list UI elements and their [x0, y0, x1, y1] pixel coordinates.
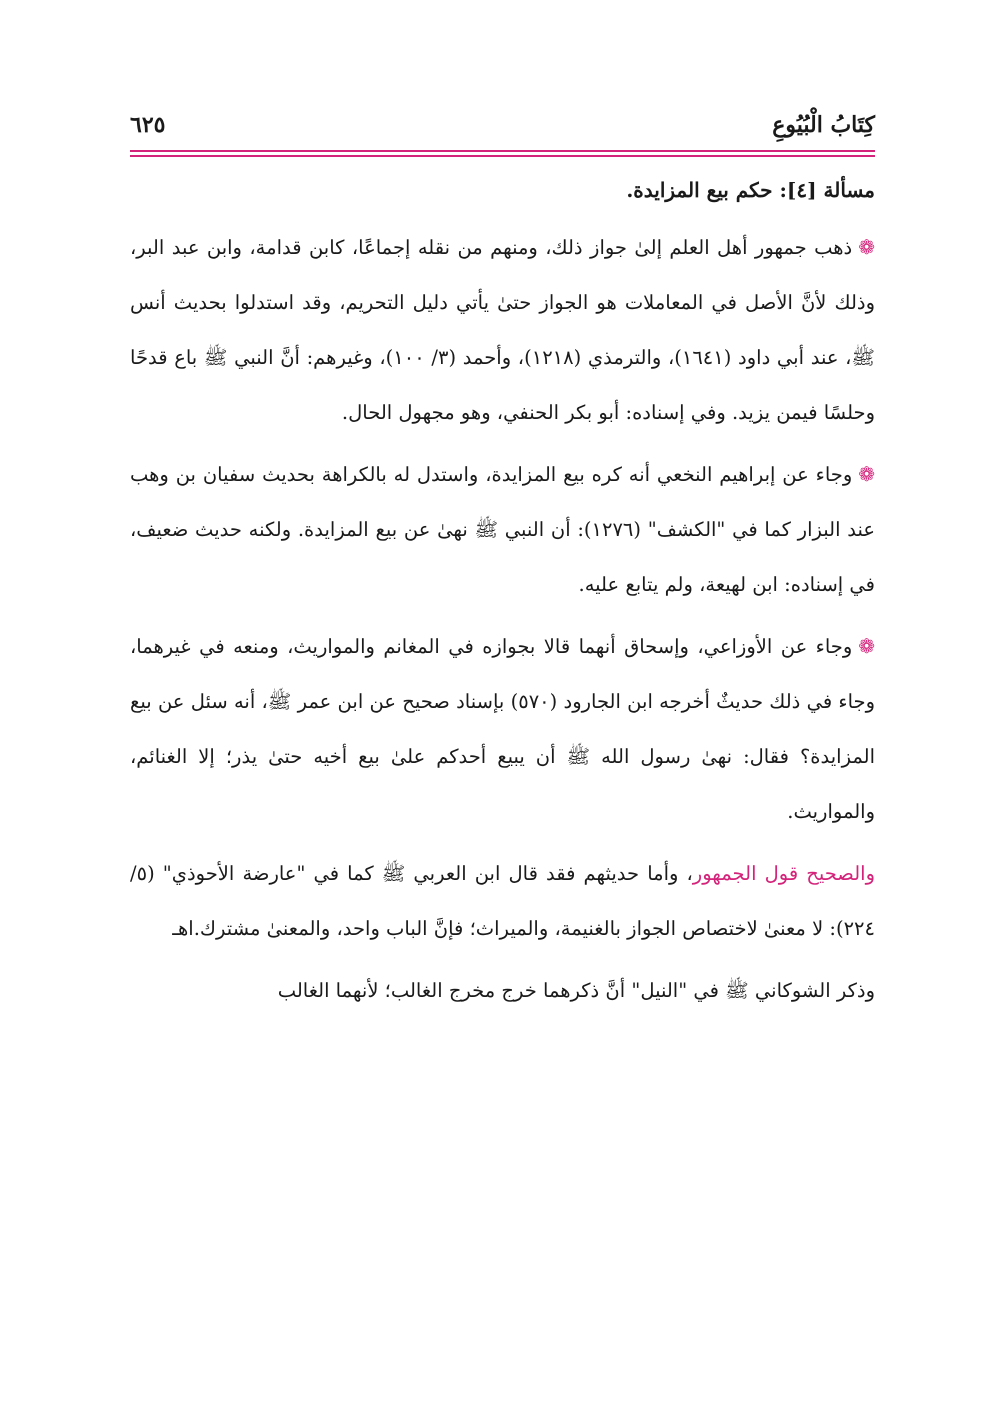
final-line [130, 963, 875, 1018]
conclusion-text: ، وأما حديثهم فقد قال ابن العربي ﷺ كما في "عارضة الأحوذي" (٥/ ٢٢٤): لا معنىٰ لاختصاص الجواز بالغنيمة، والميراث؛ فإنَّ الباب واحد، والمعنىٰ مشترك.اهـ [130, 862, 875, 940]
heading-text: حكم بيع المزايدة. [626, 178, 773, 202]
conclusion-paragraph [130, 846, 875, 956]
heading-label: مسألة [٤]: [779, 178, 875, 202]
paragraph-2 [130, 447, 875, 612]
flower-ornament-icon: ❁ [858, 634, 875, 658]
flower-ornament-icon: ❁ [858, 462, 875, 486]
flower-ornament-icon: ❁ [858, 235, 875, 259]
page-number: ٦٢٥ [130, 112, 166, 138]
header-rule-top [130, 150, 875, 152]
paragraph-text: ذهب جمهور أهل العلم إلىٰ جواز ذلك، ومنهم من نقله إجماعًا، كابن قدامة، وابن عبد البر، وذلك لأنَّ الأصل في المعاملات هو الجواز حتىٰ يأتي دليل التحريم، وقد استدلوا بحديث أنس ﷺ، عند أبي داود (١٦٤١)، والترمذي (١٢١٨)، وأحمد (٣/ ١٠٠)، وغيرهم: أنَّ النبي ﷺ باع قدحًا وحلسًا فيمن يزيد. وفي إسناده: أبو بكر الحنفي، وهو مجهول الحال. [130, 236, 875, 424]
paragraph-text: وجاء عن الأوزاعي، وإسحاق أنهما قالا بجوازه في المغانم والمواريث، ومنعه في غيرهما، وجاء في ذلك حديثٌ أخرجه ابن الجارود (٥٧٠) بإسناد صحيح عن ابن عمر ﷺ، أنه سئل عن بيع المزايدة؟ فقال: نهىٰ رسول الله ﷺ أن يبيع أحدكم علىٰ بيع أخيه حتىٰ يذر؛ إلا الغنائم، والمواريث. [130, 635, 875, 823]
final-line-text: وذكر الشوكاني ﷺ في "النيل" أنَّ ذكرهما خرج مخرج الغالب؛ لأنهما الغالب [277, 979, 875, 1002]
paragraph-3 [130, 619, 875, 839]
page-content [130, 170, 875, 1025]
header-rule-bottom [130, 155, 875, 157]
book-title: كِتَابُ الْبُيُوعِ [772, 112, 875, 138]
section-heading [130, 170, 875, 210]
page-header [130, 112, 875, 148]
paragraph-1 [130, 220, 875, 440]
conclusion-highlight: والصحيح قول الجمهور [692, 862, 875, 885]
paragraph-text: وجاء عن إبراهيم النخعي أنه كره بيع المزايدة، واستدل له بالكراهة بحديث سفيان بن وهب عند البزار كما في "الكشف" (١٢٧٦): أن النبي ﷺ نهىٰ عن بيع المزايدة. ولكنه حديث ضعيف، في إسناده: ابن لهيعة، ولم يتابع عليه. [130, 463, 875, 596]
